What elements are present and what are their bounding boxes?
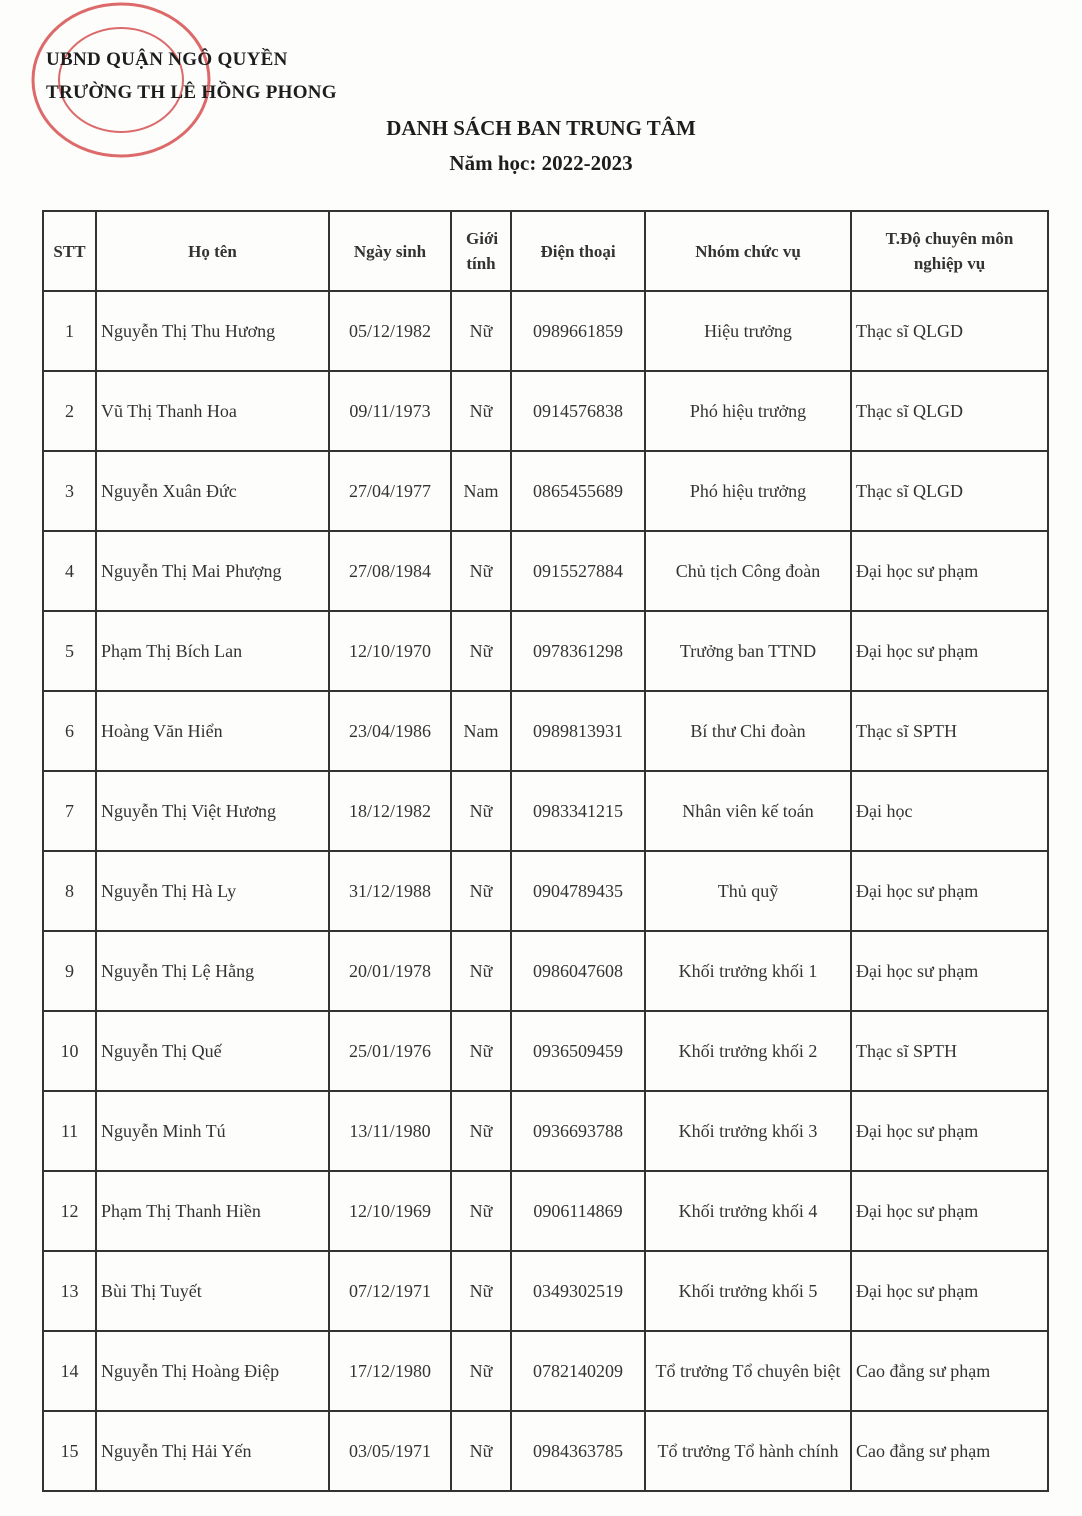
cell-qualification: Cao đẳng sư phạm xyxy=(851,1411,1048,1491)
cell-dob: 05/12/1982 xyxy=(329,291,451,371)
cell-qualification: Thạc sĩ QLGD xyxy=(851,291,1048,371)
table-row xyxy=(43,1411,1048,1491)
cell-gender: Nữ xyxy=(451,1411,511,1491)
cell-phone: 0989813931 xyxy=(511,691,645,771)
cell-qualification: Thạc sĩ SPTH xyxy=(851,691,1048,771)
cell-phone: 0904789435 xyxy=(511,851,645,931)
cell-name: Nguyễn Thị Hải Yến xyxy=(96,1411,329,1491)
cell-position: Phó hiệu trưởng xyxy=(645,451,851,531)
table-row xyxy=(43,1251,1048,1331)
document-title-text: DANH SÁCH BAN TRUNG TÂM xyxy=(386,116,696,140)
cell-stt: 12 xyxy=(43,1171,96,1251)
cell-gender: Nữ xyxy=(451,531,511,611)
cell-phone: 0984363785 xyxy=(511,1411,645,1491)
table-row xyxy=(43,371,1048,451)
school-year xyxy=(0,151,1082,176)
cell-stt: 6 xyxy=(43,691,96,771)
cell-phone: 0936509459 xyxy=(511,1011,645,1091)
cell-dob: 27/08/1984 xyxy=(329,531,451,611)
cell-dob: 23/04/1986 xyxy=(329,691,451,771)
cell-position: Khối trưởng khối 3 xyxy=(645,1091,851,1171)
cell-name: Nguyễn Thị Quế xyxy=(96,1011,329,1091)
cell-qualification: Cao đẳng sư phạm xyxy=(851,1331,1048,1411)
cell-dob: 13/11/1980 xyxy=(329,1091,451,1171)
cell-phone: 0978361298 xyxy=(511,611,645,691)
cell-stt: 1 xyxy=(43,291,96,371)
cell-position: Trưởng ban TTND xyxy=(645,611,851,691)
cell-position: Bí thư Chi đoàn xyxy=(645,691,851,771)
cell-qualification: Thạc sĩ QLGD xyxy=(851,451,1048,531)
cell-stt: 3 xyxy=(43,451,96,531)
cell-name: Phạm Thị Bích Lan xyxy=(96,611,329,691)
cell-qualification: Đại học sư phạm xyxy=(851,1251,1048,1331)
col-header-qualification: T.Độ chuyên môn nghiệp vụ xyxy=(851,211,1048,291)
cell-gender: Nữ xyxy=(451,931,511,1011)
cell-gender: Nữ xyxy=(451,371,511,451)
cell-dob: 12/10/1970 xyxy=(329,611,451,691)
cell-qualification: Đại học sư phạm xyxy=(851,851,1048,931)
cell-dob: 03/05/1971 xyxy=(329,1411,451,1491)
table-row xyxy=(43,771,1048,851)
cell-gender: Nữ xyxy=(451,1251,511,1331)
cell-position: Thủ quỹ xyxy=(645,851,851,931)
cell-gender: Nam xyxy=(451,691,511,771)
cell-position: Phó hiệu trưởng xyxy=(645,371,851,451)
cell-name: Nguyễn Thị Hà Ly xyxy=(96,851,329,931)
cell-name: Nguyễn Thị Mai Phượng xyxy=(96,531,329,611)
cell-phone: 0914576838 xyxy=(511,371,645,451)
cell-phone: 0865455689 xyxy=(511,451,645,531)
cell-name: Bùi Thị Tuyết xyxy=(96,1251,329,1331)
col-header-position: Nhóm chức vụ xyxy=(645,211,851,291)
cell-dob: 27/04/1977 xyxy=(329,451,451,531)
cell-qualification: Thạc sĩ QLGD xyxy=(851,371,1048,451)
cell-gender: Nữ xyxy=(451,611,511,691)
cell-name: Nguyễn Thị Hoàng Điệp xyxy=(96,1331,329,1411)
cell-phone: 0986047608 xyxy=(511,931,645,1011)
table-row xyxy=(43,1091,1048,1171)
cell-name: Nguyễn Thị Lệ Hằng xyxy=(96,931,329,1011)
cell-position: Khối trưởng khối 1 xyxy=(645,931,851,1011)
org-line-2: TRƯỜNG TH LÊ HỒNG PHONG xyxy=(46,82,337,103)
table-row xyxy=(43,1011,1048,1091)
table-header-row xyxy=(43,211,1048,291)
cell-gender: Nữ xyxy=(451,1091,511,1171)
col-header-name: Họ tên xyxy=(96,211,329,291)
table-row xyxy=(43,531,1048,611)
cell-qualification: Đại học sư phạm xyxy=(851,611,1048,691)
cell-position: Tổ trưởng Tổ hành chính xyxy=(645,1411,851,1491)
table-row xyxy=(43,451,1048,531)
org-line-1: UBND QUẬN NGÔ QUYỀN xyxy=(46,49,288,70)
cell-name: Nguyễn Xuân Đức xyxy=(96,451,329,531)
cell-stt: 10 xyxy=(43,1011,96,1091)
cell-name: Phạm Thị Thanh Hiền xyxy=(96,1171,329,1251)
cell-position: Hiệu trưởng xyxy=(645,291,851,371)
cell-stt: 2 xyxy=(43,371,96,451)
table-row xyxy=(43,851,1048,931)
cell-phone: 0906114869 xyxy=(511,1171,645,1251)
cell-dob: 25/01/1976 xyxy=(329,1011,451,1091)
cell-gender: Nam xyxy=(451,451,511,531)
cell-dob: 07/12/1971 xyxy=(329,1251,451,1331)
cell-stt: 13 xyxy=(43,1251,96,1331)
cell-phone: 0983341215 xyxy=(511,771,645,851)
cell-name: Nguyễn Minh Tú xyxy=(96,1091,329,1171)
table-row xyxy=(43,931,1048,1011)
cell-name: Vũ Thị Thanh Hoa xyxy=(96,371,329,451)
cell-dob: 20/01/1978 xyxy=(329,931,451,1011)
cell-stt: 8 xyxy=(43,851,96,931)
col-header-phone: Điện thoại xyxy=(511,211,645,291)
cell-phone: 0936693788 xyxy=(511,1091,645,1171)
cell-stt: 9 xyxy=(43,931,96,1011)
cell-dob: 18/12/1982 xyxy=(329,771,451,851)
cell-dob: 09/11/1973 xyxy=(329,371,451,451)
cell-gender: Nữ xyxy=(451,851,511,931)
col-header-stt: STT xyxy=(43,211,96,291)
cell-stt: 5 xyxy=(43,611,96,691)
cell-qualification: Đại học sư phạm xyxy=(851,1091,1048,1171)
table-row xyxy=(43,291,1048,371)
cell-gender: Nữ xyxy=(451,1011,511,1091)
cell-phone: 0989661859 xyxy=(511,291,645,371)
col-header-dob: Ngày sinh xyxy=(329,211,451,291)
cell-stt: 11 xyxy=(43,1091,96,1171)
cell-stt: 14 xyxy=(43,1331,96,1411)
table-row xyxy=(43,1171,1048,1251)
cell-position: Nhân viên kế toán xyxy=(645,771,851,851)
cell-dob: 17/12/1980 xyxy=(329,1331,451,1411)
table-row xyxy=(43,611,1048,691)
cell-gender: Nữ xyxy=(451,1331,511,1411)
cell-name: Nguyễn Thị Thu Hương xyxy=(96,291,329,371)
document-title xyxy=(0,116,1082,141)
cell-dob: 31/12/1988 xyxy=(329,851,451,931)
school-year-text: Năm học: 2022-2023 xyxy=(449,151,633,175)
cell-name: Nguyễn Thị Việt Hương xyxy=(96,771,329,851)
cell-name: Hoàng Văn Hiển xyxy=(96,691,329,771)
staff-table xyxy=(42,210,1049,1492)
cell-stt: 7 xyxy=(43,771,96,851)
cell-phone: 0782140209 xyxy=(511,1331,645,1411)
cell-position: Khối trưởng khối 5 xyxy=(645,1251,851,1331)
cell-gender: Nữ xyxy=(451,771,511,851)
cell-gender: Nữ xyxy=(451,1171,511,1251)
cell-qualification: Thạc sĩ SPTH xyxy=(851,1011,1048,1091)
cell-position: Khối trưởng khối 2 xyxy=(645,1011,851,1091)
cell-phone: 0915527884 xyxy=(511,531,645,611)
cell-dob: 12/10/1969 xyxy=(329,1171,451,1251)
cell-position: Tổ trưởng Tổ chuyên biệt xyxy=(645,1331,851,1411)
cell-qualification: Đại học sư phạm xyxy=(851,931,1048,1011)
cell-stt: 4 xyxy=(43,531,96,611)
cell-gender: Nữ xyxy=(451,291,511,371)
staff-table-body xyxy=(43,291,1048,1491)
cell-qualification: Đại học sư phạm xyxy=(851,531,1048,611)
col-header-gender: Giới tính xyxy=(451,211,511,291)
table-row xyxy=(43,691,1048,771)
cell-position: Chủ tịch Công đoàn xyxy=(645,531,851,611)
table-row xyxy=(43,1331,1048,1411)
cell-qualification: Đại học sư phạm xyxy=(851,1171,1048,1251)
cell-stt: 15 xyxy=(43,1411,96,1491)
cell-phone: 0349302519 xyxy=(511,1251,645,1331)
cell-position: Khối trưởng khối 4 xyxy=(645,1171,851,1251)
cell-qualification: Đại học xyxy=(851,771,1048,851)
